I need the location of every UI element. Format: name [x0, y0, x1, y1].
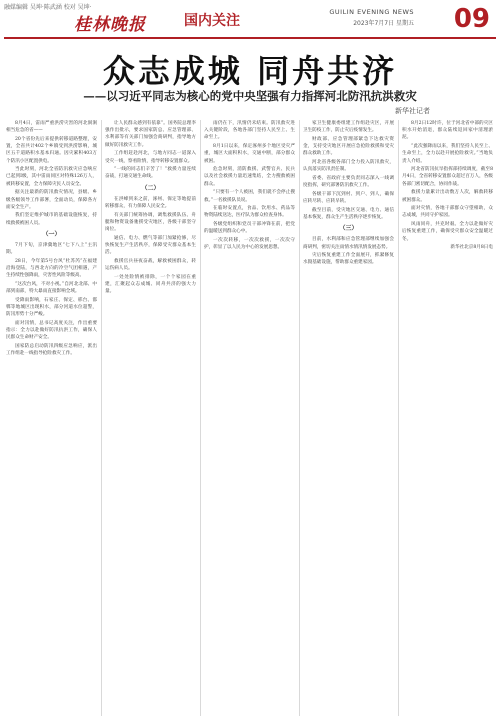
- paragraph: 救援力量累计出动数万人次，解救转移被困群众。: [402, 190, 493, 203]
- section-heading: （二）: [141, 184, 160, 192]
- paragraph: 8月2日12时许，位于河北省中部的灾区积水开始消退，群众陆续返回家中清理淤泥。: [402, 121, 493, 141]
- paragraph: 通信、电力、燃气等部门加紧抢修，尽快恢复生产生活秩序，保障受灾群众基本生活。: [105, 235, 196, 256]
- paragraph: 一次次转移，一次次救援，一次次守护，彰显了以人民为中心的发展思想。: [204, 238, 295, 251]
- paragraph: 20个省份先后来提供转移道路整理，安置，全省共计402个乡镇受到洪涝影响，城区五千道路积水基本归通。因灾累积403万个防汛小区配置供电。: [6, 136, 97, 164]
- paragraph: “只要有一个人被困，我们就不会停止搜救。”一名救援队员说。: [204, 190, 295, 203]
- column-divider: [299, 120, 300, 716]
- paragraph: 危急时刻，消防救援、武警官兵、民兵以及社会救援力量迅速集结，全力搜救被困群众。: [204, 167, 295, 187]
- article-byline: 新华社记者: [395, 107, 430, 115]
- paragraph: 省委、省政府主要负责同志深入一线调度指挥，研究部署防汛救灾工作。: [303, 175, 394, 189]
- paragraph: 让人民群众感到有依靠”。国务院总理李强作出批示，要求国家防总、应急管理部、水利部等有关部门加强会商研判，指导地方做好防汛救灾工作。: [105, 121, 196, 148]
- paragraph: 8月4日，雷雨严重洪涝灾害的河北洞涧相当危急的省——: [6, 121, 97, 134]
- paragraph: “这次台风，不对小视。”自河北北部、中部到南部，特大暴雨直接影响全域。: [6, 282, 97, 295]
- paragraph: 在洪峰到来之前，涿州、保定等地提前转移群众，有力保障人民安全。: [105, 196, 196, 210]
- column-divider: [200, 120, 201, 716]
- article-column-4: [303, 120, 394, 716]
- paragraph: 目前，水利部和应急管理部继续加强会商研判，密切关注雨情水情汛情发展态势。: [303, 237, 394, 250]
- paragraph: 面对汛情，总书记高度关注，作出重要指示：全力以赴做好防汛抗洪工作，确保人民群众生命财产安全。: [6, 321, 97, 341]
- paragraph: 截至目前，受灾地区交通、电力、通信基本恢复，群众生产生活秩序逐步恢复。: [303, 207, 394, 220]
- paragraph: 工作组赶赴河北，与地方同志一道深入受灾一线，察看险情，指导转移安置群众。: [105, 151, 196, 164]
- paragraph: “一线的同志们辛苦了！”救援力量连续奋战，打通交通生命线。: [105, 167, 196, 180]
- paragraph: 国家防总启动防汛四级应急响应，派出工作组赴一线指导抢险救灾工作。: [6, 344, 97, 357]
- paragraph: 8月1日以来，保定涿州多个地区受灾严重，城区大面积积水，交通中断，部分群众被困。: [204, 144, 295, 164]
- paragraph: 河北省防汛抗旱指挥部持续调度，截至8月4日，全省转移安置群众超过百万人，各级各部门密切配合，协同作战。: [402, 167, 493, 187]
- paragraph: 各级干部下沉到村、到户、到人，确保应转尽转、应转早转。: [303, 191, 394, 205]
- paragraph: 我们坚定维护城市的基础设施恢复，持续救援被困人员。: [6, 213, 97, 226]
- column-divider: [398, 120, 399, 716]
- page-number: 09: [453, 4, 490, 34]
- article-subtitle: ——以习近平同志为核心的党中央坚强有力指挥河北防汛抗洪救灾: [83, 89, 417, 103]
- issue-date: 2023年7月7日 星期五: [353, 20, 414, 27]
- paragraph: 有关部门统筹协调，调集救援队伍、舟艇和物资设备驰援受灾地区，各级干部坚守岗位。: [105, 212, 196, 233]
- article-dateline: 新华社北京8月8日电: [450, 245, 493, 251]
- paragraph: “此次强降雨以来，我们坚持人民至上、生命至上，全力以赴开展抢险救灾。”当地负责人介绍。: [402, 144, 493, 164]
- paragraph: 救援官兵昼夜奋战，解救被困群众，转运伤病人员。: [105, 258, 196, 272]
- header-rule: [4, 37, 496, 39]
- article-column-1: [6, 120, 97, 716]
- paragraph: 当此时刻，河北全省防汛救灾应急响应已起到I级，其中雷雨同区对特殊126万人，被转移安置，全力保障灾民人员安全。: [6, 167, 97, 187]
- article-column-5: [402, 120, 493, 716]
- paragraph: 财政部、应急管理部紧急下达救灾资金，支持受灾地区开展应急抢险救援和受灾群众救助工作。: [303, 136, 394, 157]
- paragraph: 家卫生健康委组建工作组赴灾区，开展卫生防疫工作，防止灾后疫情发生。: [303, 121, 394, 134]
- paragraph: 雨仍在下，汛情仍未结束。防汛救灾进入关键阶段，各地各部门坚持人民至上、生命至上。: [204, 121, 295, 141]
- page-header: [0, 0, 500, 42]
- article-column-3: [204, 120, 295, 716]
- article-headline: 众志成城 同舟共济: [102, 52, 398, 90]
- paragraph: 28日，今年第5号台风“杜苏芮”在福建沿海登陆，与西北方向的冷空气团相遇，产生持续性强降雨，灾害性风险等级高。: [6, 258, 97, 279]
- paragraph: 据关注最新的防汛救灾情况，县级、乡级各级领导工作部署，全面动员，保障各方面安全生产。: [6, 190, 97, 210]
- article-column-2: [105, 120, 196, 716]
- column-divider: [101, 120, 102, 716]
- paragraph: 一处处险情被排除，一个个家园在重建，汇聚起众志成城、同舟共济的强大力量。: [105, 274, 196, 295]
- edition-name: GUILIN EVENING NEWS: [329, 8, 414, 16]
- paragraph: 受降雨影响，石家庄、保定、邢台、邯郸等地城区出现积水，部分河道水位超警，防汛形势十分严峻。: [6, 297, 97, 318]
- paragraph: 各级党组织和党员干部冲锋在前，把党的温暖送到群众心中。: [204, 222, 295, 235]
- paragraph: 灾后恢复重建工作全面展开，抓紧修复水毁基础设施，帮助群众重建家园。: [303, 253, 394, 266]
- editor-credit: 融媒编辑 吴坤·陈武涵 校对 吴坤·: [4, 4, 92, 11]
- section-title: 国内关注: [184, 13, 240, 29]
- paragraph: 风雨同舟，共克时艰。全力以赴做好灾后恢复重建工作，确保受灾群众安全温暖过冬。: [402, 222, 493, 242]
- paragraph: 面对灾情，各地干部群众守望相助，众志成城，共同守护家园。: [402, 206, 493, 219]
- paragraph: 在临时安置点，食品、饮用水、药品等物资陆续送达，医疗队为群众检查身体。: [204, 206, 295, 219]
- section-heading: （三）: [339, 225, 358, 233]
- newspaper-logo: 桂林晚报: [74, 15, 146, 35]
- paragraph: 河北省各级各部门全力投入防汛救灾，认真落实防汛责任制。: [303, 160, 394, 173]
- section-heading: （一）: [42, 230, 61, 238]
- paragraph: 7月下旬，京津冀地区“七下八上”主汛期。: [6, 243, 97, 256]
